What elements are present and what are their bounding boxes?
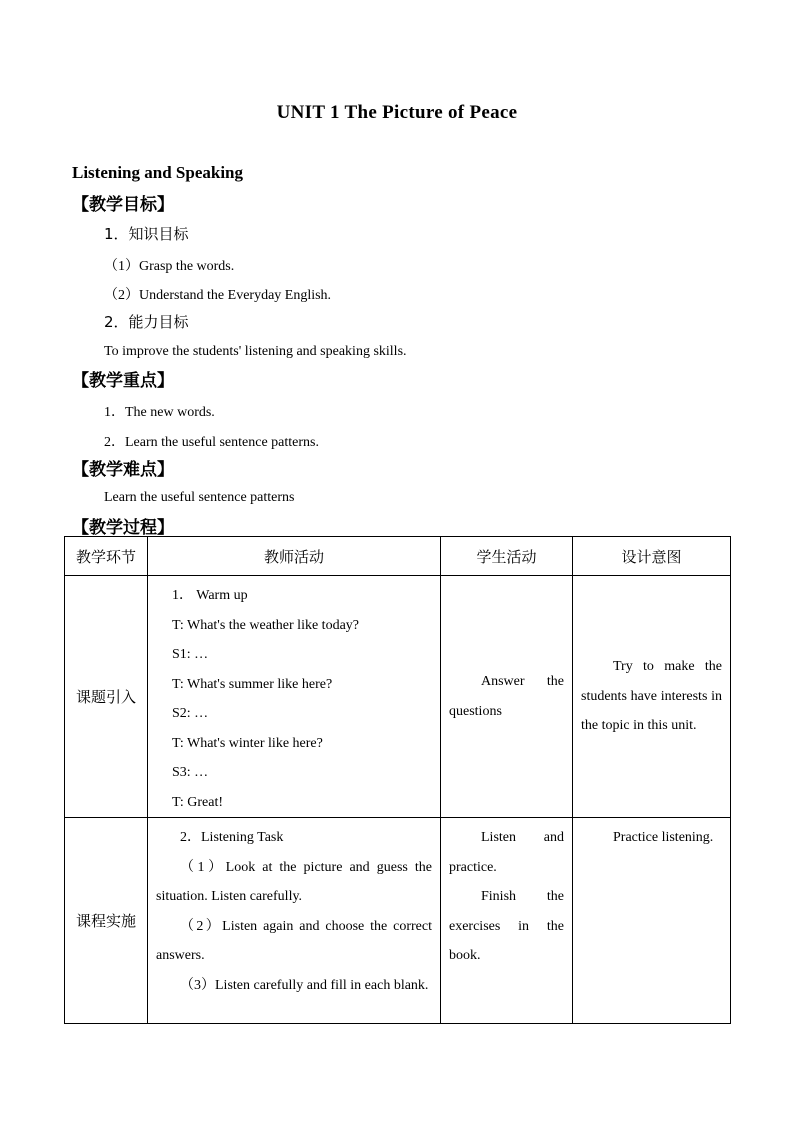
- teacher-line: T: What's the weather like today?: [172, 617, 359, 633]
- student-text: Answer the questions: [449, 674, 564, 719]
- key-point-2: 2．Learn the useful sentence patterns.: [104, 435, 319, 450]
- ability-objective-label: 2．能力目标: [104, 313, 189, 331]
- teacher-line: 2．Listening Task: [180, 830, 284, 845]
- student-activity-cell: [441, 818, 573, 1024]
- teacher-line: T: What's winter like here?: [172, 735, 323, 751]
- teaching-process-table: [64, 536, 731, 1024]
- intent-text: Practice listening.: [613, 830, 714, 845]
- student-text: Listen and practice.: [449, 830, 564, 875]
- knowledge-item-1: （1）Grasp the words.: [104, 259, 235, 274]
- design-intent-cell: [573, 576, 731, 818]
- teacher-activity-cell: [148, 818, 441, 1024]
- column-header-student: 学生活动: [441, 537, 573, 576]
- stage-cell: 课程实施: [65, 818, 148, 1024]
- teacher-line: S2: …: [172, 706, 209, 721]
- teacher-activity-cell: [148, 576, 441, 818]
- student-activity-cell: [441, 576, 573, 818]
- objectives-heading: 【教学目标】: [72, 195, 174, 215]
- teacher-line: T: What's summer like here?: [172, 676, 333, 692]
- teacher-line: T: Great!: [172, 794, 223, 810]
- teacher-line: （3）Listen carefully and fill in each blank.: [180, 977, 429, 993]
- column-header-stage: 教学环节: [65, 537, 148, 576]
- teacher-line: S1: …: [172, 647, 209, 662]
- knowledge-item-2: （2）Understand the Everyday English.: [104, 288, 332, 303]
- teacher-line: 1． Warm up: [172, 588, 248, 603]
- intent-text: Try to make the students have interests in the topic in this unit.: [581, 659, 722, 734]
- key-point-1: 1．The new words.: [104, 405, 215, 420]
- table-row: [65, 818, 731, 1024]
- knowledge-objective-label: 1．知识目标: [104, 225, 189, 243]
- column-header-intent: 设计意图: [573, 537, 731, 576]
- teacher-line: （1）Look at the picture and guess the situation. Listen carefully.: [156, 859, 432, 904]
- page-title: UNIT 1 The Picture of Peace: [276, 102, 518, 123]
- process-heading: 【教学过程】: [72, 518, 174, 538]
- teacher-line: S3: …: [172, 765, 209, 780]
- table-header-row: [65, 537, 731, 576]
- ability-item-1: To improve the students' listening and speaking skills.: [104, 344, 407, 359]
- difficulties-heading: 【教学难点】: [72, 460, 174, 480]
- key-points-heading: 【教学重点】: [72, 371, 174, 391]
- section-title: Listening and Speaking: [72, 163, 244, 182]
- table-row: [65, 576, 731, 818]
- teacher-line: （2）Listen again and choose the correct answers.: [156, 918, 432, 963]
- column-header-teacher: 教师活动: [148, 537, 441, 576]
- difficulty-1: Learn the useful sentence patterns: [104, 490, 295, 505]
- student-text: Finish the exercises in the book.: [449, 889, 564, 963]
- stage-cell: 课题引入: [65, 576, 148, 818]
- design-intent-cell: [573, 818, 731, 1024]
